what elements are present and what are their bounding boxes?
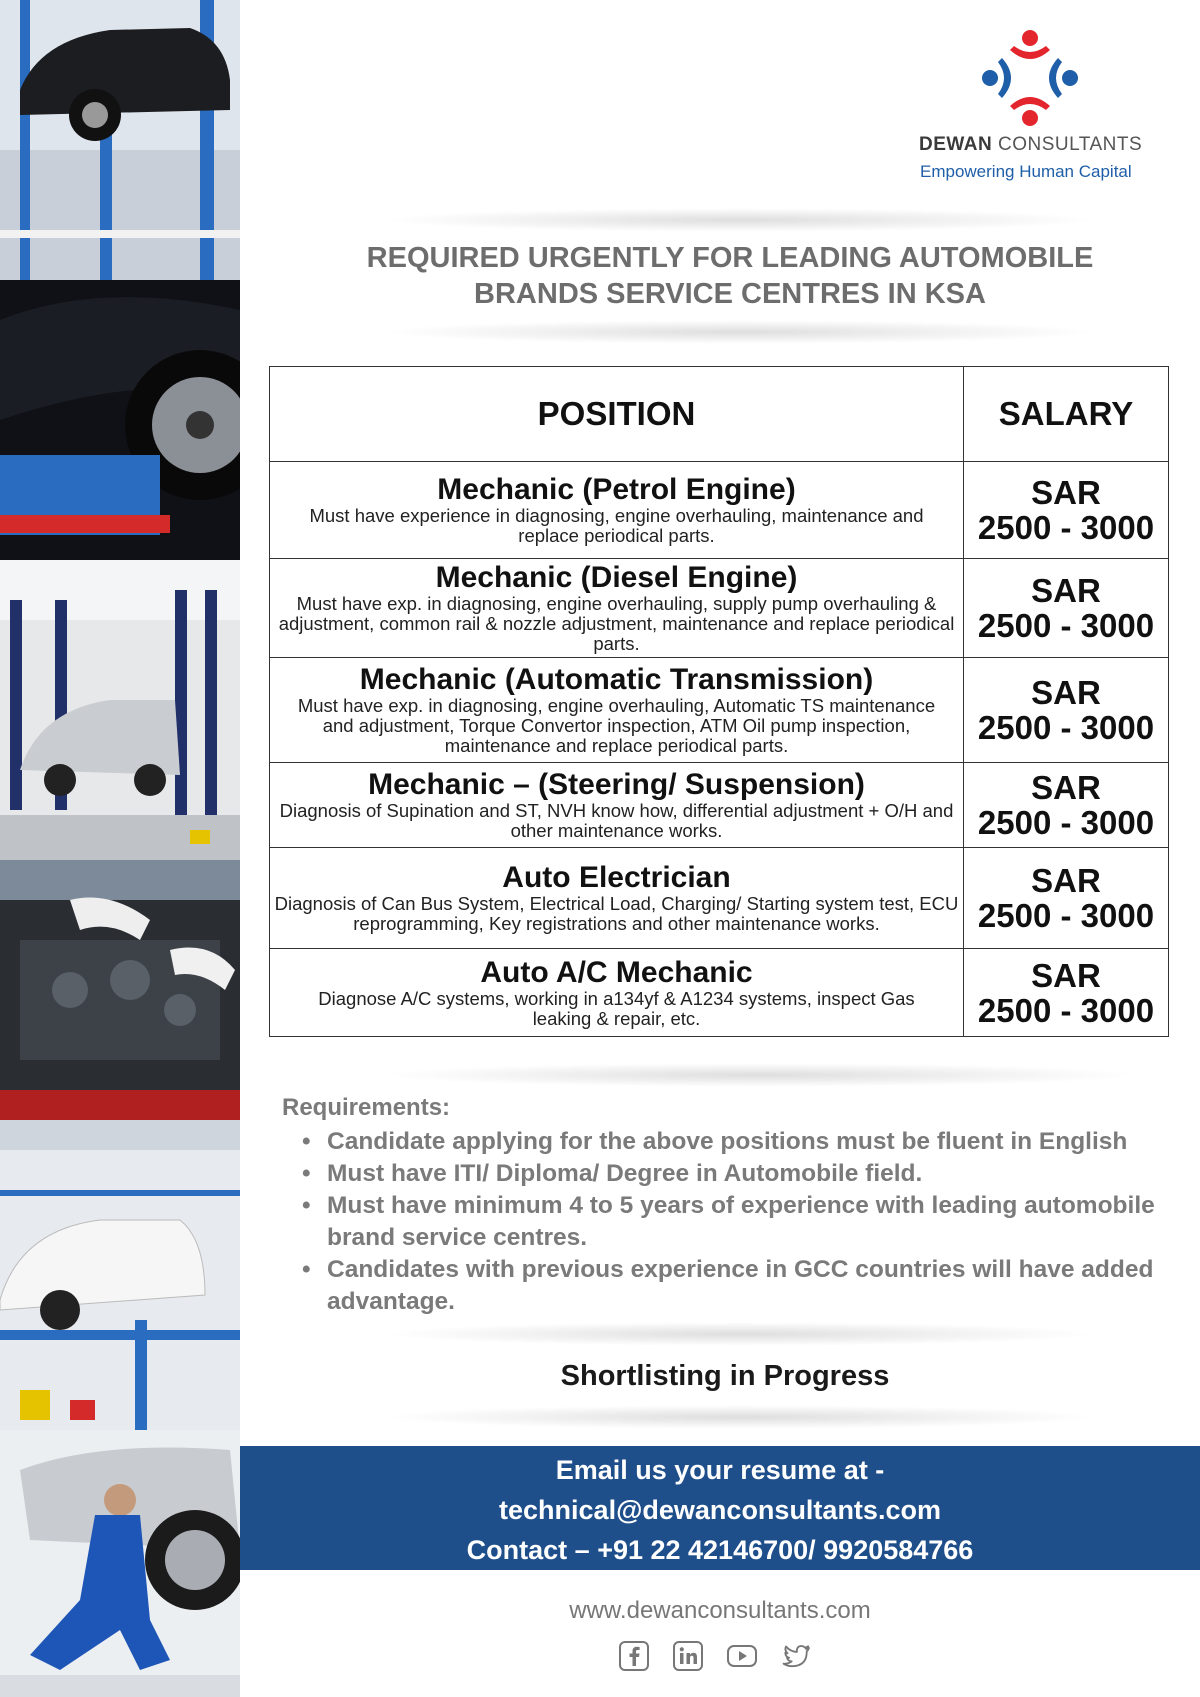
salary-currency: SAR (1031, 956, 1101, 994)
position-description: Diagnosis of Supination and ST, NVH know how, differential adjustment + O/H and other maintenance works. (279, 800, 954, 841)
table-row (270, 949, 1169, 1037)
dewan-logo-icon (980, 28, 1080, 128)
position-cell (270, 763, 964, 848)
position-title: Mechanic (Diesel Engine) (435, 561, 798, 594)
position-cell (270, 462, 964, 559)
workshop-lifts-photo (0, 560, 240, 860)
salary-header: SALARY (964, 367, 1169, 462)
table-row (270, 763, 1169, 848)
positions-table (269, 366, 1169, 1037)
position-description: Diagnosis of Can Bus System, Electrical Load, Charging/ Starting system test, ECU reprogramming, Key registrations and other maintenance works. (274, 893, 959, 934)
car-on-lift-photo (0, 0, 240, 280)
position-cell (270, 949, 964, 1037)
requirements-heading: Requirements: (282, 1094, 451, 1121)
salary-cell (964, 949, 1169, 1037)
website-link[interactable]: www.dewanconsultants.com (569, 1597, 871, 1624)
engine-bay-photo (0, 860, 240, 1120)
contact-phone: Contact – +91 22 42146700/ 9920584766 (466, 1535, 974, 1565)
requirements-section (282, 1094, 1182, 1318)
position-description: Must have exp. in diagnosing, engine overhauling, supply pump overhauling & adjustment, common rail & nozzle adjustment, maintenance and replace periodical parts. (278, 593, 955, 654)
position-title: Auto Electrician (502, 861, 731, 894)
headline-line-1: REQUIRED URGENTLY FOR LEADING AUTOMOBILE (366, 242, 1094, 274)
position-title: Mechanic (Petrol Engine) (437, 473, 796, 506)
youtube-icon[interactable] (726, 1640, 758, 1672)
position-title: Mechanic – (Steering/ Suspension) (368, 768, 865, 801)
divider (380, 1322, 1100, 1346)
position-cell (270, 559, 964, 658)
brand-name-bold: DEWAN (919, 134, 993, 155)
position-title: Mechanic (Automatic Transmission) (359, 663, 874, 696)
table-header-row (270, 367, 1169, 462)
position-description: Must have exp. in diagnosing, engine overhauling, Automatic TS maintenance and adjustment, Torque Convertor inspection, ATM Oil pump inspection, maintenance and replace periodical parts. (297, 695, 936, 756)
salary-range: 2500 - 3000 (977, 991, 1155, 1029)
linkedin-icon[interactable] (672, 1640, 704, 1672)
salary-cell (964, 763, 1169, 848)
salary-cell (964, 559, 1169, 658)
salary-currency: SAR (1031, 572, 1101, 609)
twitter-icon[interactable] (780, 1640, 812, 1672)
brand-name-rest: CONSULTANTS (998, 134, 1143, 155)
shortlisting-status: Shortlisting in Progress (560, 1360, 890, 1392)
white-car-lift-photo (0, 1120, 240, 1430)
salary-currency: SAR (1031, 674, 1101, 711)
divider (380, 1063, 1140, 1087)
facebook-icon[interactable] (618, 1640, 650, 1672)
requirement-item: • Candidates with previous experience in GCC countries will have added advantage. (302, 1254, 1182, 1318)
divider (380, 1405, 1100, 1429)
salary-range: 2500 - 3000 (977, 804, 1155, 841)
salary-range: 2500 - 3000 (977, 897, 1155, 934)
position-description: Diagnose A/C systems, working in a134yf & A1234 systems, inspect Gas leaking & repair, etc. (318, 987, 915, 1029)
contact-email-link[interactable]: technical@dewanconsultants.com (499, 1495, 941, 1525)
divider (380, 208, 1100, 232)
requirement-item: • Must have ITI/ Diploma/ Degree in Automobile field. (302, 1158, 1182, 1190)
salary-currency: SAR (1031, 474, 1101, 511)
position-title: Auto A/C Mechanic (480, 955, 753, 989)
photo-strip (0, 0, 240, 1697)
salary-cell (964, 658, 1169, 763)
headline-line-2: BRANDS SERVICE CENTRES IN KSA (474, 278, 986, 310)
contact-intro: Email us your resume at - (555, 1455, 885, 1485)
table-row (270, 559, 1169, 658)
table-row (270, 462, 1169, 559)
salary-cell (964, 462, 1169, 559)
position-cell (270, 658, 964, 763)
table-row (270, 848, 1169, 949)
mechanic-wheel-photo (0, 1430, 240, 1697)
salary-currency: SAR (1031, 862, 1101, 899)
brand-tagline: Empowering Human Capital (920, 162, 1132, 181)
headline (300, 240, 1160, 312)
divider (380, 320, 1100, 344)
position-cell (270, 848, 964, 949)
salary-range: 2500 - 3000 (977, 607, 1155, 644)
salary-currency: SAR (1031, 769, 1101, 806)
table-row (270, 658, 1169, 763)
brand-name (919, 134, 1142, 156)
position-header: POSITION (270, 367, 964, 462)
tire-closeup-photo (0, 280, 240, 560)
requirement-item: • Candidate applying for the above positions must be fluent in English (302, 1126, 1182, 1158)
salary-range: 2500 - 3000 (977, 709, 1155, 746)
requirement-item: • Must have minimum 4 to 5 years of experience with leading automobile brand service centres. (302, 1190, 1182, 1254)
contact-banner (240, 1446, 1200, 1570)
salary-cell (964, 848, 1169, 949)
social-links (618, 1640, 812, 1672)
brand-logo (900, 28, 1180, 198)
requirements-list (282, 1126, 1182, 1318)
salary-range: 2500 - 3000 (977, 509, 1155, 546)
position-description: Must have experience in diagnosing, engine overhauling, maintenance and replace periodical parts. (309, 505, 924, 546)
